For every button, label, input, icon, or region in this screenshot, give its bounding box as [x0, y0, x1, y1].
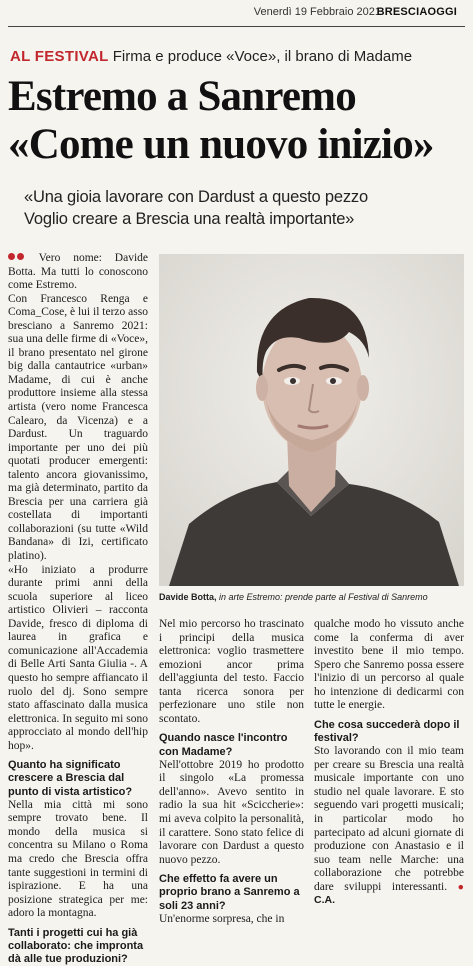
article-column-2	[159, 618, 304, 926]
article-kicker	[10, 48, 412, 65]
portrait-illustration	[159, 254, 464, 586]
paragraph: Nel mio percorso ho trascinato i principi della musica elettronica: voglio trasmettere emozioni ancor prima dell'aggiunta del testo. Faccio tanta ricerca sonora per perfezionare uno stile non scontato.	[159, 618, 304, 725]
page-header	[0, 6, 473, 24]
deck-line-1: «Una gioia lavorare con Dardust a questo pezzo	[24, 188, 368, 206]
paragraph: «Ho iniziato a produrre durante primi anni della scuola superiore al liceo artistico Olivieri – racconta Davide, fresco di diploma di laurea in grafica e comunicazione all'Accademia di Belle Arti Santa Giulia -. A questo ho sempre affiancato il ruolo del dj. Sono sempre stato affascinato dalla musica elettronica. In seguito mi sono approcciato al mondo dell'hip hop».	[8, 563, 148, 752]
bullet-dots-icon	[8, 252, 26, 261]
headline-line-1: Estremo a Sanremo	[8, 73, 356, 120]
signature-dot-icon: ●	[457, 880, 464, 893]
kicker-text: Firma e produce «Voce», il brano di Madame	[112, 48, 413, 65]
kicker-tag: AL FESTIVAL	[10, 48, 109, 65]
paragraph	[314, 745, 464, 908]
newspaper-brand: BRESCIAOGGI	[376, 6, 457, 18]
interview-question: Che cosa succederà dopo il festival?	[314, 718, 460, 745]
paragraph: qualche modo ho vissuto anche come la conferma di aver investito bene il mio tempo. Spero che Sanremo possa essere l'inizio di un percorso al quale ho intenzione di dedicarmi con tutte le energie.	[314, 618, 464, 712]
paragraph: Un'enorme sorpresa, che in	[159, 912, 285, 925]
portrait-photo	[159, 254, 464, 586]
paragraph-text: Vero nome: Davide Botta. Ma tutti lo conoscono come Estremo.	[8, 252, 148, 292]
deck-line-2: Voglio creare a Brescia una realtà importante»	[24, 210, 355, 228]
article-column-3	[314, 618, 464, 908]
interview-question: Quando nasce l'incontro con Madame?	[159, 732, 288, 758]
interview-question: Che effetto fa avere un proprio brano a Sanremo a soli 23 anni?	[159, 873, 300, 912]
photo-caption	[159, 592, 469, 602]
caption-text: in arte Estremo: prende parte al Festival di Sanremo	[216, 592, 428, 602]
interview-question: Tanti i progetti cui ha già collaborato: che impronta dà alle tue produzioni?	[8, 926, 144, 966]
article-column-1	[8, 252, 148, 966]
paragraph-text: Sto lavorando con il mio team per creare su Brescia una realtà musicale importante con uno studio nel quale lavorare. E sto seguendo vari progetti musicali; in particolar modo ho partecipato ad alcuni giornate di produzione con Anastasio e il suo team nelle Marche: una collaborazione che potrebbe dare sviluppi interessanti.	[314, 745, 464, 893]
interview-question: Quanto ha significato crescere a Brescia dal punto di vista artistico?	[8, 759, 133, 798]
caption-name: Davide Botta,	[159, 592, 217, 602]
paragraph: Nella mia città mi sono sempre trovato bene. Il mondo della musica si concentra su Milano o Roma ma credo che Brescia offra tante suggestioni in termini di ispirazione. E ha una posizione strategica per me: adoro la montagna.	[8, 798, 148, 920]
paragraph: Nell'ottobre 2019 ho prodotto il singolo «La promessa dell'anno». Avevo sentito in radio la sua hit «Sciccherie»: mi aveva colpito la personalità, il carattere. Sono stato felice di lavorare con Dardust a questo nuovo pezzo.	[159, 758, 304, 866]
issue-date: Venerdì 19 Febbraio 2021	[253, 6, 381, 18]
header-rule	[8, 26, 465, 27]
paragraph	[8, 252, 148, 293]
paragraph: Con Francesco Renga e Coma_Cose, è lui il terzo asso bresciano a Sanremo 2021: sua una delle firme di «Voce», il brano presentato nel girone big dalla cantautrice «urban» Madame, di cui è anche produttore insieme alla stessa artista (vero nome Francesca Calearo, da Vicenza) e a Dardust. Un traguardo importante per uno dei più quotati producer emergenti: talento ancora giovanissimo, ma già determinato, partito da Brescia per una carriera già costellata di importanti collaborazioni (su tutte «Wild Bandana» di Izi, certificato platino).	[8, 292, 148, 563]
headline-line-2: «Come un nuovo inizio»	[8, 121, 434, 168]
signature-text: C.A.	[314, 894, 335, 907]
